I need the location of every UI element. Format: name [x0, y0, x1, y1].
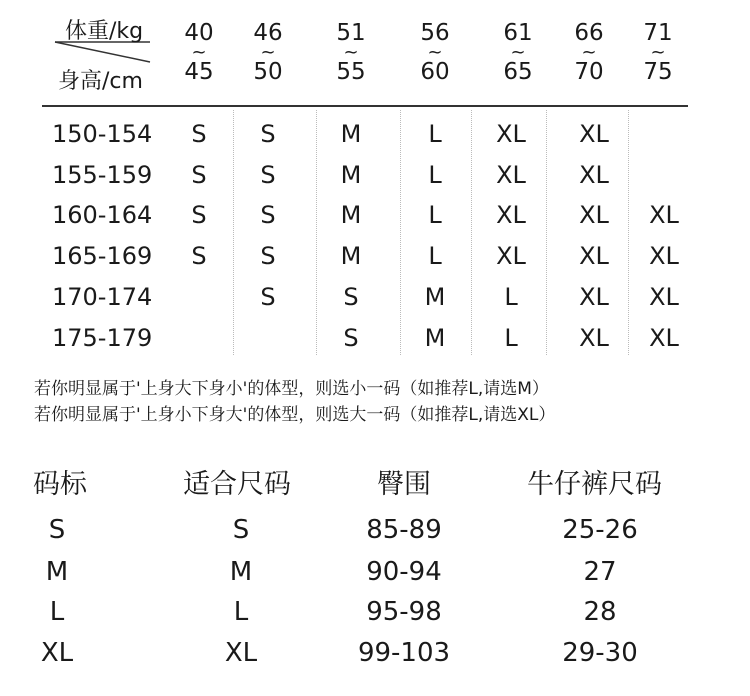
size-cell: XL: [579, 324, 609, 352]
size-cell: L: [428, 201, 442, 229]
size-chart-cell: M: [229, 557, 253, 587]
size-cell: XL: [579, 201, 609, 229]
height-range-cell: 155-159: [52, 161, 153, 189]
size-cell: S: [191, 242, 207, 270]
column-divider: [471, 110, 472, 355]
size-cell: L: [428, 242, 442, 270]
size-cell: S: [191, 161, 207, 189]
size-chart-header: 适合尺码: [183, 469, 291, 500]
size-chart-cell: 99-103: [357, 638, 451, 668]
size-cell: XL: [496, 120, 526, 148]
weight-range-header: 51 ~ 55: [336, 20, 366, 85]
size-cell: M: [340, 242, 362, 270]
size-cell: M: [424, 283, 446, 311]
fit-note: 若你明显属于'上身大下身小'的体型，则选小一码（如推荐L,请选M）: [34, 379, 549, 399]
size-cell: XL: [579, 242, 609, 270]
size-cell: S: [260, 120, 276, 148]
size-cell: S: [260, 242, 276, 270]
size-cell: XL: [649, 201, 679, 229]
weight-range-header: 56 ~ 60: [420, 20, 450, 85]
size-chart-header: 臀围: [377, 469, 431, 500]
height-range-cell: 170-174: [52, 283, 153, 311]
size-cell: XL: [649, 242, 679, 270]
size-cell: M: [340, 120, 362, 148]
column-divider: [546, 110, 547, 355]
weight-range-header: 71 ~ 75: [643, 20, 673, 85]
size-cell: S: [260, 161, 276, 189]
weight-range-header: 40 ~ 45: [184, 20, 214, 85]
size-chart-cell: 29-30: [562, 638, 638, 668]
size-cell: XL: [649, 324, 679, 352]
size-chart-cell: 28: [583, 597, 617, 627]
size-cell: XL: [496, 201, 526, 229]
size-cell: L: [504, 324, 518, 352]
weight-range-header: 66 ~ 70: [574, 20, 604, 85]
size-cell: M: [340, 201, 362, 229]
size-cell: XL: [496, 161, 526, 189]
size-chart-cell: S: [48, 515, 66, 545]
size-chart-cell: XL: [40, 638, 74, 668]
height-range-cell: 150-154: [52, 120, 153, 148]
size-cell: XL: [649, 283, 679, 311]
size-cell: S: [343, 283, 359, 311]
size-chart-cell: 95-98: [366, 597, 442, 627]
size-chart-cell: L: [49, 597, 65, 627]
size-cell: S: [191, 201, 207, 229]
size-cell: S: [260, 201, 276, 229]
size-chart-cell: 27: [583, 557, 617, 587]
header-divider: [42, 105, 688, 107]
weight-header: 体重/kg: [65, 19, 144, 44]
size-cell: XL: [496, 242, 526, 270]
size-cell: S: [343, 324, 359, 352]
size-cell: L: [504, 283, 518, 311]
size-cell: XL: [579, 161, 609, 189]
size-chart-cell: 85-89: [366, 515, 442, 545]
size-cell: XL: [579, 120, 609, 148]
size-chart-cell: M: [45, 557, 69, 587]
size-cell: M: [424, 324, 446, 352]
fit-note: 若你明显属于'上身小下身大'的体型，则选大一码（如推荐L,请选XL）: [34, 405, 556, 425]
size-cell: XL: [579, 283, 609, 311]
weight-range-header: 46 ~ 50: [253, 20, 283, 85]
size-chart-cell: 90-94: [366, 557, 442, 587]
height-range-cell: 165-169: [52, 242, 153, 270]
height-header: 身高/cm: [58, 69, 143, 94]
size-cell: M: [340, 161, 362, 189]
weight-range-header: 61 ~ 65: [503, 20, 533, 85]
size-chart-cell: S: [232, 515, 250, 545]
height-range-cell: 160-164: [52, 201, 153, 229]
size-cell: L: [428, 161, 442, 189]
size-chart-cell: L: [233, 597, 249, 627]
size-chart-cell: 25-26: [562, 515, 638, 545]
size-chart-header: 码标: [33, 469, 87, 500]
height-range-cell: 175-179: [52, 324, 153, 352]
size-cell: S: [191, 120, 207, 148]
size-cell: S: [260, 283, 276, 311]
size-cell: L: [428, 120, 442, 148]
size-chart-header: 牛仔裤尺码: [527, 469, 662, 500]
size-chart-cell: XL: [224, 638, 258, 668]
